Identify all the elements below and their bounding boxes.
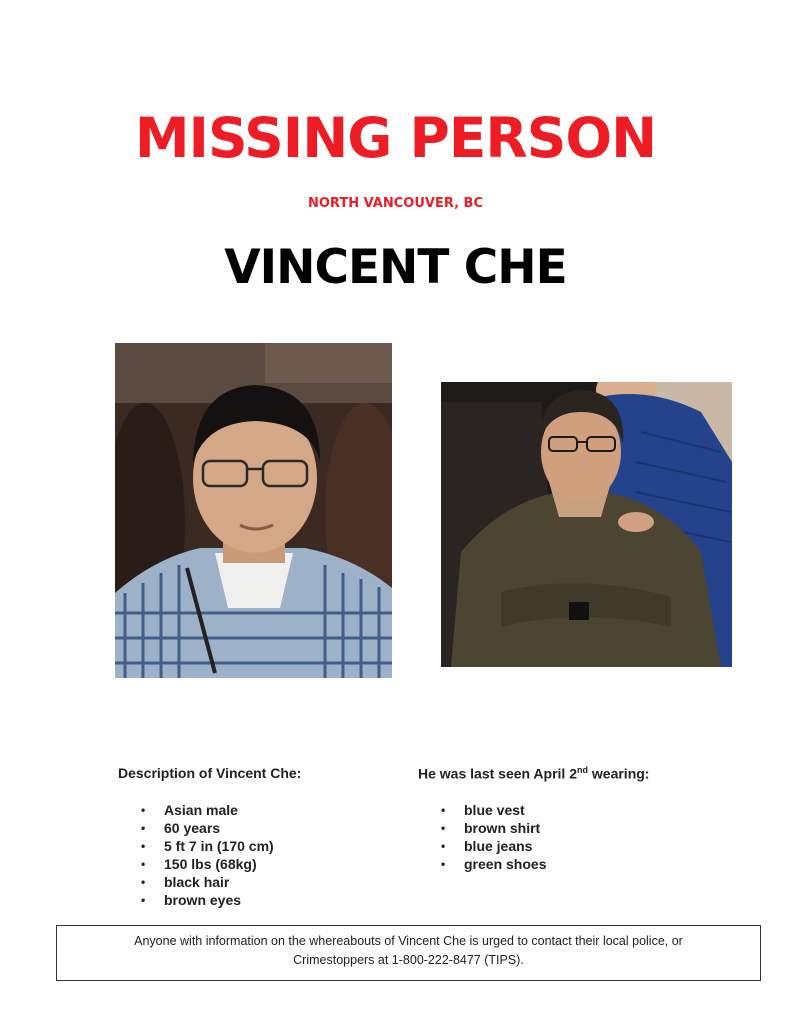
recent-photo — [441, 382, 732, 667]
last-seen-section — [418, 765, 738, 872]
list-item: • 150 lbs (68kg) — [118, 855, 274, 873]
clothing-list — [418, 801, 546, 873]
list-item: • blue jeans — [418, 837, 546, 855]
notice-line-1: Anyone with information on the whereabouts of Vincent Che is urged to contact their local police, or — [134, 934, 683, 948]
list-item: • blue vest — [418, 801, 546, 819]
list-item: • 60 years — [118, 819, 274, 837]
list-item: • black hair — [118, 873, 274, 891]
description-section — [118, 765, 408, 908]
list-item: • green shoes — [418, 855, 546, 873]
missing-person-name: VINCENT CHE — [224, 240, 567, 295]
list-item: • brown shirt — [418, 819, 546, 837]
list-item: • 5 ft 7 in (170 cm) — [118, 837, 274, 855]
headshot-photo — [115, 343, 392, 678]
poster-location: NORTH VANCOUVER, BC — [307, 196, 483, 211]
list-item: • Asian male — [118, 801, 274, 819]
notice-line-2: Crimestoppers at 1-800-222-8477 (TIPS). — [293, 953, 524, 967]
contact-notice-box — [56, 925, 761, 981]
poster-title: MISSING PERSON — [134, 106, 657, 170]
description-list — [118, 801, 274, 909]
last-seen-heading — [418, 765, 738, 782]
list-item: • brown eyes — [118, 891, 274, 909]
description-heading: Description of Vincent Che: — [118, 765, 302, 781]
last-seen-heading-suffix: wearing: — [588, 765, 650, 782]
last-seen-heading-text: He was last seen April 2 — [418, 765, 577, 782]
last-seen-heading-ordinal: nd — [577, 765, 588, 775]
